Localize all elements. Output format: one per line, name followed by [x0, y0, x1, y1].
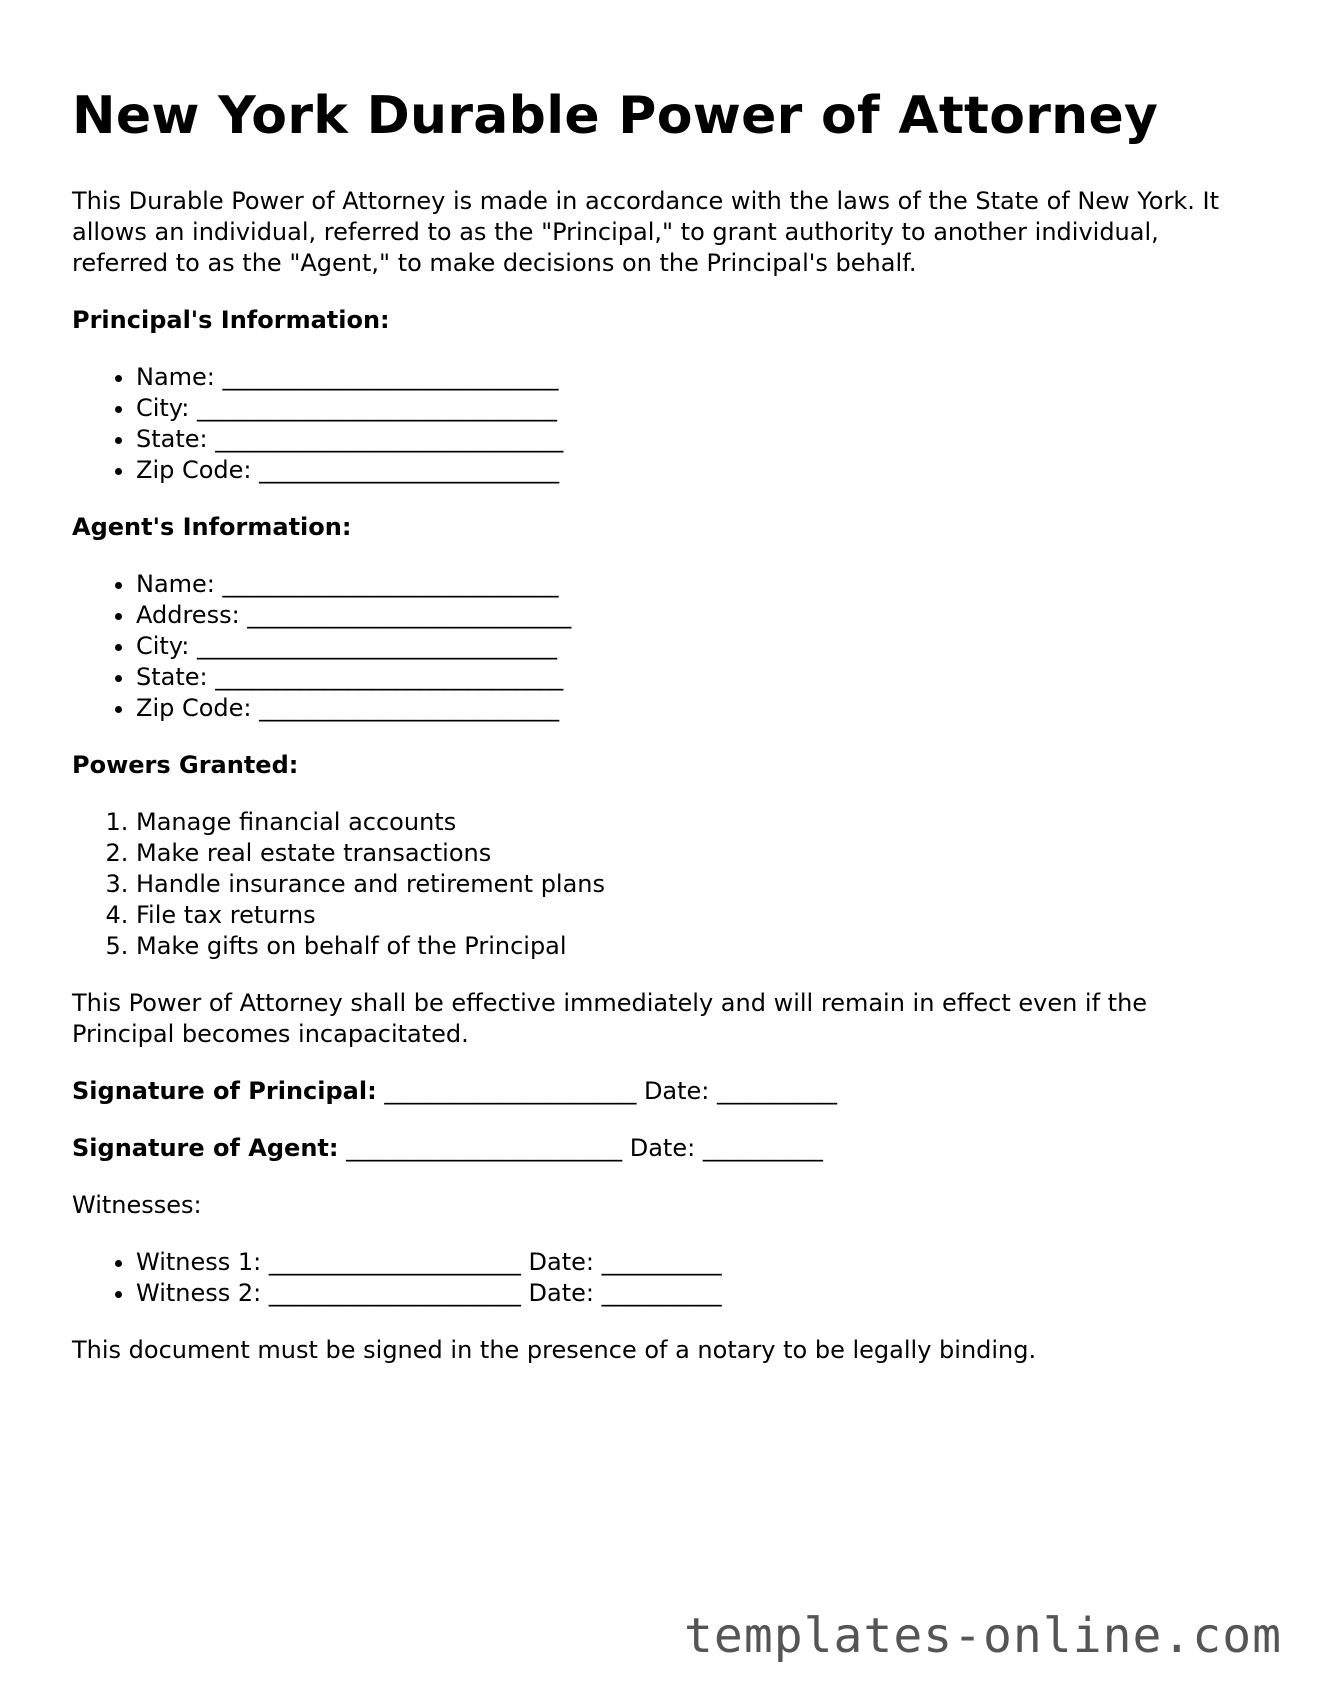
intro-paragraph: This Durable Power of Attorney is made in accordance with the laws of the State of New York. It allows an individual, referred to as the "Principal," to grant authority to another individual, referred to as the "Agent," to make decisions on the Principal's behalf.	[72, 187, 1219, 277]
principal-info-heading: Principal's Information:	[72, 306, 390, 334]
agent-city-field: • City: ______________________________	[136, 631, 1252, 662]
witnesses-heading: Witnesses:	[72, 1191, 202, 1219]
effective-paragraph: This Power of Attorney shall be effective immediately and will remain in effect even if the Principal becomes incapacitated.	[72, 989, 1148, 1048]
witness-2-line: • Witness 2: _____________________ Date: __________	[136, 1278, 1252, 1309]
principal-info-list	[72, 362, 1252, 486]
principal-signature-blanks: _____________________ Date: __________	[376, 1077, 838, 1105]
principal-name-field: • Name: ____________________________	[136, 362, 1252, 393]
agent-signature-label: Signature of Agent:	[72, 1134, 339, 1162]
agent-name-field: • Name: ____________________________	[136, 569, 1252, 600]
agent-state-field: • State: _____________________________	[136, 662, 1252, 693]
agent-info-list	[72, 569, 1252, 724]
site-watermark: templates-online.com	[684, 1608, 1282, 1664]
notary-paragraph: This document must be signed in the presence of a notary to be legally binding.	[72, 1336, 1037, 1364]
powers-granted-heading: Powers Granted:	[72, 751, 299, 779]
principal-state-field: • State: _____________________________	[136, 424, 1252, 455]
document-page	[72, 84, 1252, 1392]
power-item: 2. Make real estate transactions	[136, 838, 1252, 869]
principal-zip-field: • Zip Code: _________________________	[136, 455, 1252, 486]
principal-signature-line	[72, 1076, 1252, 1107]
power-item: 3. Handle insurance and retirement plans	[136, 869, 1252, 900]
agent-signature-blanks: _______________________ Date: __________	[338, 1134, 823, 1162]
power-item: 5. Make gifts on behalf of the Principal	[136, 931, 1252, 962]
witness-1-line: • Witness 1: _____________________ Date: __________	[136, 1247, 1252, 1278]
principal-city-field: • City: ______________________________	[136, 393, 1252, 424]
agent-signature-line	[72, 1133, 1252, 1164]
agent-address-field: • Address: ___________________________	[136, 600, 1252, 631]
powers-granted-list	[72, 807, 1252, 962]
principal-signature-label: Signature of Principal:	[72, 1077, 377, 1105]
document-title: New York Durable Power of Attorney	[72, 86, 1159, 146]
power-item: 1. Manage financial accounts	[136, 807, 1252, 838]
agent-zip-field: • Zip Code: _________________________	[136, 693, 1252, 724]
agent-info-heading: Agent's Information:	[72, 513, 352, 541]
power-item: 4. File tax returns	[136, 900, 1252, 931]
witnesses-list	[72, 1247, 1252, 1309]
